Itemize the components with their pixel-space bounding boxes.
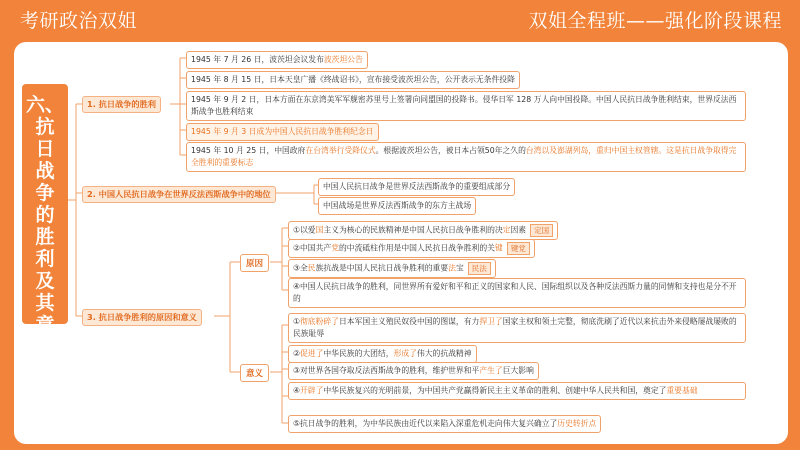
reason-text: 族抗战是中国人民抗日战争胜利的重要 xyxy=(315,263,449,273)
victory-item-5-highlight: 在台湾举行受降仪式 xyxy=(305,146,376,155)
meaning-highlight: 历史转折点 xyxy=(557,419,597,428)
meaning-number: ④ xyxy=(293,386,300,395)
topic-status: 2. 中国人民抗日战争在世界反法西斯战争中的地位 xyxy=(82,186,276,203)
reason-text: 宝 xyxy=(455,263,464,273)
reason-number: ② xyxy=(293,243,300,253)
meaning-number: ③ xyxy=(293,366,300,375)
section-title-char: 争 xyxy=(35,182,55,204)
reason-number: ① xyxy=(293,225,300,235)
section-title-char: 胜 xyxy=(35,226,55,248)
victory-item-4: 1945 年 9 月 3 日成为中国人民抗日战争胜利纪念日 xyxy=(186,123,379,141)
reason-text: 因素 xyxy=(510,225,527,235)
reason-text: 中国共产 xyxy=(300,243,332,253)
meaning-text: 对世界各国夺取反法西斯战争的胜利，维护世界和平 xyxy=(300,366,480,375)
reason-item-2 xyxy=(288,239,535,258)
reason-item-1 xyxy=(288,221,558,240)
reason-highlight: 国 xyxy=(315,225,324,235)
meaning-number: ② xyxy=(293,349,300,358)
meaning-text: 巨大影响 xyxy=(502,366,534,375)
meaning-highlight: 重要基础 xyxy=(666,386,698,395)
reason-item-3 xyxy=(288,259,496,278)
victory-item-1-text: 1945 年 7 月 26 日，波茨坦会议发布 xyxy=(191,55,324,64)
meaning-highlight: 彻底粉碎了 xyxy=(300,317,339,326)
meaning-highlight: 捍卫了 xyxy=(479,317,503,326)
section-title-char: 抗 xyxy=(35,116,55,138)
meaning-item-4 xyxy=(288,382,746,400)
meaning-highlight: 促进了 xyxy=(300,349,324,358)
meaning-text: 抗日战争的胜利，为中华民族由近代以来陷入深重危机走向伟大复兴确立了 xyxy=(300,419,558,428)
section-title-char: 其 xyxy=(35,292,55,314)
meaning-item-5 xyxy=(288,415,601,433)
meaning-text: 日本军国主义殖民奴役中国的图谋，有力 xyxy=(338,317,480,326)
section-title-char: 意 xyxy=(35,314,55,336)
reason-highlight: 定 xyxy=(502,225,511,235)
section-title-char: 日 xyxy=(35,138,55,160)
mnemonic-tag: 民法 xyxy=(468,262,491,275)
reason-text: 主义为核心的民族精神是中国人民抗日战争胜利的决 xyxy=(323,225,503,235)
mnemonic-tag: 定国 xyxy=(530,224,553,237)
victory-item-5-highlight: 台湾以及澎湖列岛，重归中国主权管辖。 xyxy=(525,146,667,155)
reason-highlight: 键 xyxy=(494,243,503,253)
status-item-1: 中国人民抗日战争是世界反法西斯战争的重要组成部分 xyxy=(318,178,515,196)
meaning-item-2 xyxy=(288,345,477,363)
meaning-number: ① xyxy=(293,317,300,326)
meaning-item-3 xyxy=(288,362,539,380)
meaning-highlight: 形成了 xyxy=(393,349,417,358)
mnemonic-tag: 键党 xyxy=(507,242,530,255)
section-title-char: 义 xyxy=(35,336,55,358)
meaning-label: 意义 xyxy=(240,364,269,382)
meaning-highlight: 开辟了 xyxy=(300,386,324,395)
section-title-char: 的 xyxy=(35,204,55,226)
section-title-char: 六、 xyxy=(25,94,64,116)
status-item-2: 中国战场是世界反法西斯战争的东方主战场 xyxy=(318,197,476,215)
meaning-text: 伟大的抗战精神 xyxy=(416,349,472,358)
victory-item-5-part: 。根据波茨坦公告，被日本占领50年之久的 xyxy=(375,146,526,155)
victory-item-5-part: 1945 年 10 月 25 日，中国政府 xyxy=(191,146,306,155)
reason-item-4: ④中国人民抗日战争的胜利，同世界所有爱好和平和正义的国家和人民、国际组织以及各种反法西斯力量的同情和支持也是分不开的 xyxy=(288,278,746,308)
header-right-title: 双姐全程班——强化阶段课程 xyxy=(528,10,782,32)
reason-number: ③ xyxy=(293,263,300,273)
meaning-number: ⑤ xyxy=(293,419,300,428)
victory-item-1 xyxy=(186,51,368,69)
section-title-char: 及 xyxy=(35,270,55,292)
reason-text: 的中流砥柱作用是中国人民抗日战争胜利的关 xyxy=(338,243,495,253)
section-title-char: 战 xyxy=(35,160,55,182)
reason-highlight: 民 xyxy=(307,263,316,273)
reason-highlight: 党 xyxy=(331,243,339,253)
meaning-text: 中华民族的大团结， xyxy=(323,349,394,358)
topic-victory: 1. 抗日战争的胜利 xyxy=(82,96,161,113)
reason-highlight: 法 xyxy=(448,263,456,273)
reasons-label: 原因 xyxy=(240,254,269,272)
meaning-item-1 xyxy=(288,313,746,343)
victory-item-5 xyxy=(186,142,746,172)
topic-reasons-meaning: 3. 抗日战争胜利的原因和意义 xyxy=(82,309,202,326)
header-left-title: 考研政治双姐 xyxy=(20,10,138,32)
victory-item-3: 1945 年 9 月 2 日，日本方面在东京湾美军军舰密苏里号上签署向同盟国的投降书。侵华日军 128 万人向中国投降。中国人民抗日战争胜利结束，世界反法西斯战争也胜利结束 xyxy=(186,91,746,121)
meaning-text: 中华民族复兴的光明前景，为中国共产党赢得新民主主义革命的胜利、创建中华人民共和国，奠定了 xyxy=(323,386,667,395)
reason-text: 以爱 xyxy=(300,225,316,235)
meaning-text: 国家主权和领土完整，彻底洗刷了近代以来抗击外来侵略屡战屡败的民族耻辱 xyxy=(293,317,737,338)
reason-text: 全 xyxy=(300,263,308,273)
meaning-highlight: 产生了 xyxy=(479,366,503,375)
section-title-char: 利 xyxy=(35,248,55,270)
victory-item-5-highlight: 这是抗日战争取得完全胜利的重要标志 xyxy=(191,146,737,167)
victory-item-2: 1945 年 8 月 15 日，日本天皇广播《终战诏书》，宣布接受波茨坦公告，公开表示无条件投降 xyxy=(186,71,520,89)
potsdam-highlight: 波茨坦公告 xyxy=(323,55,363,64)
